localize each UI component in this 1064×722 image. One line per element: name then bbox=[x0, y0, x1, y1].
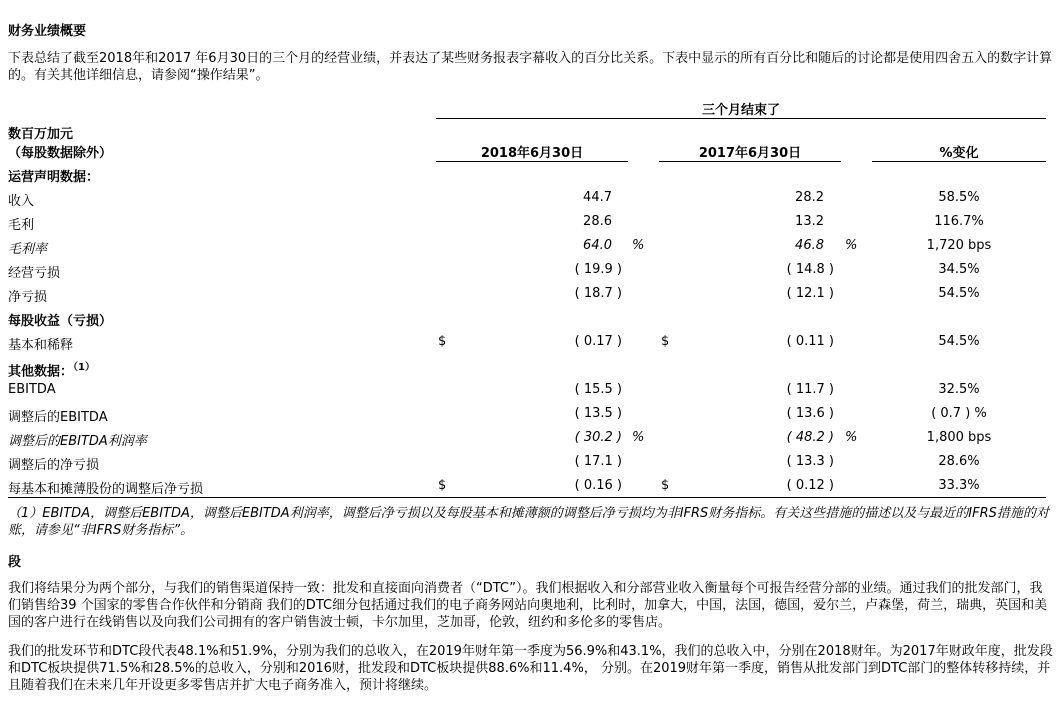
cell-2018: ( 0.16 ) bbox=[574, 478, 622, 493]
cell-2017: ( 13.3 ) bbox=[786, 454, 834, 469]
segment-title: 段 bbox=[8, 555, 22, 570]
row-label: 基本和稀释 bbox=[8, 338, 74, 353]
cell-2017: ( 0.11 ) bbox=[786, 334, 834, 349]
cell-2017-suffix: % bbox=[845, 430, 858, 445]
cell-change: 116.7% bbox=[934, 214, 984, 229]
cell-2018-currency: $ bbox=[438, 478, 447, 493]
row-label: 经营亏损 bbox=[8, 266, 61, 281]
cell-2017: ( 12.1 ) bbox=[786, 286, 834, 301]
col-header-2018: 2018年6月30日 bbox=[480, 146, 584, 161]
cell-2018: 64.0 bbox=[583, 238, 612, 253]
cell-change: 32.5% bbox=[938, 382, 980, 397]
cell-change: 34.5% bbox=[938, 262, 980, 277]
cell-2017-suffix: % bbox=[845, 238, 858, 253]
row-label: 收入 bbox=[8, 194, 35, 209]
cell-2018: ( 17.1 ) bbox=[574, 454, 622, 469]
col-header-change: %变化 bbox=[939, 146, 979, 161]
cell-2017-currency: $ bbox=[661, 478, 670, 493]
cell-change: 33.3% bbox=[938, 478, 980, 493]
row-label: 毛利 bbox=[8, 218, 35, 233]
col-rule-change bbox=[872, 161, 1046, 162]
cell-2017: ( 48.2 ) bbox=[786, 430, 834, 445]
table-bottom-rule bbox=[8, 497, 1046, 498]
cell-2017: 46.8 bbox=[795, 238, 824, 253]
cell-change: 28.6% bbox=[938, 454, 980, 469]
col-header-2017: 2017年6月30日 bbox=[698, 146, 802, 161]
cell-change: 58.5% bbox=[938, 190, 980, 205]
cell-2018-suffix: % bbox=[632, 430, 645, 445]
cell-2017: ( 0.12 ) bbox=[786, 478, 834, 493]
col-rule-2017 bbox=[659, 161, 841, 162]
cell-2018: ( 15.5 ) bbox=[574, 382, 622, 397]
row-label: 调整后的EBITDA利润率 bbox=[8, 434, 147, 449]
section-eps: 每股收益（亏损） bbox=[8, 314, 113, 329]
row-label: EBITDA bbox=[8, 382, 56, 397]
cell-2018: ( 0.17 ) bbox=[574, 334, 622, 349]
cell-change: 1,720 bps bbox=[926, 238, 992, 253]
group-header-rule bbox=[436, 118, 1046, 119]
cell-2017: ( 14.8 ) bbox=[786, 262, 834, 277]
row-label: 毛利率 bbox=[8, 242, 48, 257]
row-label: 调整后的EBITDA bbox=[8, 410, 108, 425]
row-label: 每基本和摊薄股份的调整后净亏损 bbox=[8, 482, 204, 497]
unit-line-1: 数百万加元 bbox=[8, 127, 74, 142]
cell-2018: 44.7 bbox=[583, 190, 612, 205]
cell-2018: ( 13.5 ) bbox=[574, 406, 622, 421]
segment-paragraph-1: 我们将结果分为两个部分，与我们的销售渠道保持一致：批发和直接面向消费者（“DTC”）。我们根据收入和分部营业收入衡量每个可报告经营分部的业绩。通过我们的批发部门，我们销售给39 个国家的零售合作伙伴和分销商 我们的DTC细分包括通过我们的电子商务网站向奥地利，比利时，加拿大，中国，法国，德国，爱尔兰，卢森堡，荷兰，瑞典，英国和美国的客户进行在线销售以及向我们公司拥有的客户销售波士顿，卡尔加里，芝加哥，伦敦，纽约和多伦多的零售店。 bbox=[8, 581, 1048, 630]
intro-paragraph: 下表总结了截至2018年和2017 年6月30日的三个月的经营业绩，并表达了某些财务报表字幕收入的百分比关系。下表中显示的所有百分比和随后的讨论都是使用四舍五入的数字计算的。有关其他详细信息，请参阅“操作结果”。 bbox=[8, 51, 1053, 83]
cell-change: 54.5% bbox=[938, 286, 980, 301]
cell-2018: ( 19.9 ) bbox=[574, 262, 622, 277]
cell-change: 1,800 bps bbox=[926, 430, 992, 445]
cell-change: 54.5% bbox=[938, 334, 980, 349]
cell-2018-suffix: % bbox=[632, 238, 645, 253]
unit-line-2: （每股数据除外） bbox=[8, 146, 113, 161]
cell-2017-currency: $ bbox=[661, 334, 670, 349]
cell-2017: 13.2 bbox=[795, 214, 824, 229]
row-label: 净亏损 bbox=[8, 290, 48, 305]
cell-change: ( 0.7 ) % bbox=[931, 406, 987, 421]
group-header: 三个月结束了 bbox=[701, 103, 780, 118]
cell-2018: 28.6 bbox=[583, 214, 612, 229]
segment-paragraph-2: 我们的批发环节和DTC段代表48.1%和51.9%，分别为我们的总收入，在2019年财年第一季度为56.9%和43.1%，我们的总收入中，分别在2018财年。为2017年财政年度，批发段和DTC板块提供71.5%和28.5%的总收入，分别和2016财，批发段和DTC板块提供88.6%和11.4%， 分别。在2019财年第一季度，销售从批发部门到DTC部门的整体转移持续，并且随着我们在未来几年开设更多零售店并扩大电子商务准入，预计将继续。 bbox=[8, 644, 1053, 693]
cell-2018-currency: $ bbox=[438, 334, 447, 349]
cell-2018: ( 30.2 ) bbox=[574, 430, 622, 445]
col-rule-2018 bbox=[436, 161, 628, 162]
row-label: 调整后的净亏损 bbox=[8, 458, 100, 473]
section-other-note: （1） bbox=[73, 362, 95, 373]
cell-2017: ( 13.6 ) bbox=[786, 406, 834, 421]
cell-2017: ( 11.7 ) bbox=[786, 382, 834, 397]
section-ops: 运营声明数据： bbox=[8, 170, 100, 185]
page-title: 财务业绩概要 bbox=[8, 24, 87, 39]
cell-2017: 28.2 bbox=[795, 190, 824, 205]
section-other bbox=[8, 358, 95, 379]
section-other-label: 其他数据： bbox=[8, 364, 74, 380]
footnote: （1）EBITDA，调整后EBITDA，调整后EBITDA利润率，调整后净亏损以及每股基本和摊薄额的调整后净亏损均为非IFRS财务指标。有关这些措施的描述以及与最近的IFRS措施的对账，请参见“非IFRS财务指标”。 bbox=[8, 506, 1049, 538]
cell-2018: ( 18.7 ) bbox=[574, 286, 622, 301]
